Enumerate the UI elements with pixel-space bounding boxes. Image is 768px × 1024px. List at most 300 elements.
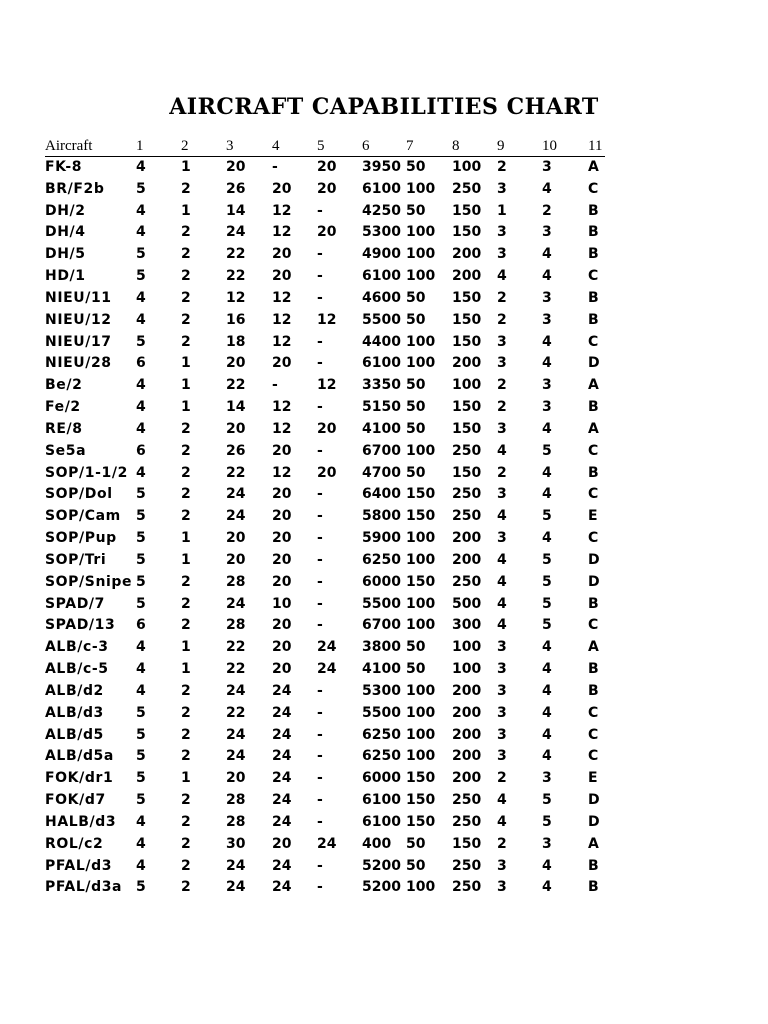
table-cell: 22 (226, 639, 246, 656)
table-cell: 5900 (362, 530, 401, 547)
table-cell: 12 (226, 289, 246, 306)
table-cell: 22 (226, 246, 246, 263)
table-cell: 20 (272, 442, 292, 459)
table-cell: - (317, 726, 323, 743)
table-cell: 26 (226, 180, 246, 197)
table-cell: 5 (136, 704, 146, 721)
table-cell: 2 (181, 835, 191, 852)
table-cell: 100 (452, 159, 482, 175)
table-cell: 5 (542, 595, 552, 612)
table-cell: 20 (272, 661, 292, 678)
table-cell: 100 (452, 639, 482, 656)
table-cell: 5 (542, 792, 552, 809)
table-cell: 18 (226, 333, 246, 350)
table-cell: 14 (226, 399, 246, 416)
table-cell: 20 (272, 486, 292, 503)
table-cell: 4900 (362, 246, 401, 263)
table-cell: 2 (181, 792, 191, 809)
table-cell: C (588, 748, 599, 765)
table-cell: C (588, 180, 599, 197)
aircraft-name-cell: SOP/Cam (45, 508, 121, 525)
aircraft-name-cell: Be/2 (45, 377, 83, 394)
table-cell: - (317, 857, 323, 874)
table-cell: - (317, 879, 323, 896)
column-header-aircraft: Aircraft (45, 138, 93, 154)
table-cell: 4 (542, 246, 552, 263)
table-cell: 3 (497, 661, 507, 678)
table-cell: 4 (542, 857, 552, 874)
table-row (0, 528, 768, 550)
table-cell: 4 (542, 530, 552, 547)
table-cell: - (317, 268, 323, 285)
table-cell: B (588, 464, 599, 481)
table-cell: 4 (136, 202, 146, 219)
table-cell: E (588, 770, 598, 787)
table-cell: 5 (136, 770, 146, 787)
table-cell: 2 (542, 202, 552, 219)
table-cell: 1 (181, 159, 191, 175)
aircraft-name-cell: SOP/Pup (45, 530, 117, 547)
aircraft-name-cell: SOP/Dol (45, 486, 113, 503)
table-cell: 3 (497, 879, 507, 896)
table-cell: - (317, 682, 323, 699)
table-cell: 200 (452, 726, 482, 743)
table-cell: 16 (226, 311, 246, 328)
table-row (0, 703, 768, 725)
table-cell: 150 (452, 399, 482, 416)
table-row (0, 484, 768, 506)
table-cell: D (588, 551, 600, 568)
table-cell: 3 (497, 224, 507, 241)
table-cell: 20 (272, 355, 292, 372)
table-cell: 4 (136, 464, 146, 481)
table-cell: 150 (452, 224, 482, 241)
table-cell: 5 (136, 268, 146, 285)
table-cell: 2 (181, 464, 191, 481)
table-cell: - (272, 377, 278, 394)
table-cell: 4 (136, 661, 146, 678)
table-row (0, 157, 768, 179)
table-cell: 3 (497, 639, 507, 656)
table-cell: 4 (542, 661, 552, 678)
table-cell: 50 (406, 835, 426, 852)
table-cell: - (317, 573, 323, 590)
table-cell: - (317, 770, 323, 787)
table-cell: 150 (452, 289, 482, 306)
table-cell: 3 (542, 835, 552, 852)
table-row (0, 244, 768, 266)
table-cell: 4 (542, 180, 552, 197)
table-cell: 24 (272, 879, 292, 896)
table-cell: 12 (272, 202, 292, 219)
table-cell: 200 (452, 268, 482, 285)
table-cell: 4 (542, 704, 552, 721)
aircraft-name-cell: SPAD/7 (45, 595, 105, 612)
table-cell: - (317, 355, 323, 372)
table-cell: 22 (226, 704, 246, 721)
table-cell: 4 (542, 486, 552, 503)
aircraft-name-cell: SPAD/13 (45, 617, 116, 634)
table-cell: 5 (136, 508, 146, 525)
table-cell: 24 (226, 879, 246, 896)
aircraft-name-cell: FOK/d7 (45, 792, 106, 809)
table-cell: 5300 (362, 682, 401, 699)
table-cell: - (317, 333, 323, 350)
table-cell: B (588, 879, 599, 896)
table-cell: 20 (317, 180, 337, 197)
table-cell: 100 (406, 595, 436, 612)
table-cell: 2 (181, 595, 191, 612)
table-cell: 1 (181, 202, 191, 219)
table-cell: 4 (136, 813, 146, 830)
aircraft-name-cell: DH/5 (45, 246, 86, 263)
table-cell: 2 (181, 224, 191, 241)
table-cell: C (588, 704, 599, 721)
table-cell: 2 (497, 311, 507, 328)
table-cell: 150 (406, 770, 436, 787)
table-row (0, 179, 768, 201)
table-cell: 200 (452, 704, 482, 721)
table-cell: 2 (181, 748, 191, 765)
table-cell: 5 (542, 573, 552, 590)
table-cell: 5 (136, 180, 146, 197)
table-cell: 6250 (362, 551, 401, 568)
table-cell: 2 (181, 573, 191, 590)
table-row (0, 397, 768, 419)
table-cell: 5 (136, 573, 146, 590)
aircraft-name-cell: RE/8 (45, 420, 83, 437)
table-cell: 24 (226, 595, 246, 612)
table-cell: 3 (542, 224, 552, 241)
table-cell: 5200 (362, 879, 401, 896)
column-header-11: 11 (588, 138, 603, 154)
table-cell: 4 (542, 748, 552, 765)
table-cell: 5 (542, 813, 552, 830)
table-cell: - (317, 530, 323, 547)
table-cell: 5800 (362, 508, 401, 525)
table-cell: 1 (497, 202, 507, 219)
aircraft-name-cell: ALB/c-3 (45, 639, 109, 656)
table-cell: 4 (136, 835, 146, 852)
table-cell: 4 (542, 639, 552, 656)
table-cell: 6400 (362, 486, 401, 503)
table-cell: 150 (406, 813, 436, 830)
table-cell: 6000 (362, 770, 401, 787)
table-cell: 24 (317, 661, 337, 678)
table-cell: 1 (181, 770, 191, 787)
table-cell: - (317, 704, 323, 721)
table-cell: 12 (272, 224, 292, 241)
table-cell: 20 (226, 420, 246, 437)
table-cell: 1 (181, 661, 191, 678)
table-cell: 3 (497, 704, 507, 721)
column-header-10: 10 (542, 138, 557, 154)
table-cell: 4 (497, 595, 507, 612)
table-row (0, 332, 768, 354)
table-cell: 200 (452, 551, 482, 568)
table-cell: C (588, 333, 599, 350)
table-cell: A (588, 377, 599, 394)
table-cell: 2 (497, 464, 507, 481)
table-cell: A (588, 835, 599, 852)
table-cell: 200 (452, 770, 482, 787)
aircraft-name-cell: Se5a (45, 442, 87, 459)
table-cell: 200 (452, 355, 482, 372)
table-cell: 2 (497, 835, 507, 852)
table-cell: 20 (272, 639, 292, 656)
table-cell: 250 (452, 508, 482, 525)
column-header-7: 7 (406, 138, 414, 154)
table-cell: 100 (406, 748, 436, 765)
table-cell: 150 (452, 835, 482, 852)
table-cell: B (588, 289, 599, 306)
table-cell: C (588, 726, 599, 743)
aircraft-name-cell: NIEU/11 (45, 289, 112, 306)
table-cell: 24 (226, 508, 246, 525)
table-cell: 2 (181, 442, 191, 459)
table-cell: B (588, 857, 599, 874)
table-cell: 4 (136, 289, 146, 306)
table-row (0, 812, 768, 834)
table-cell: 10 (272, 595, 292, 612)
table-cell: 20 (226, 770, 246, 787)
aircraft-name-cell: SOP/Snipe (45, 573, 133, 590)
table-cell: 28 (226, 617, 246, 634)
aircraft-name-cell: ALB/d5 (45, 726, 104, 743)
table-cell: 24 (226, 857, 246, 874)
table-cell: 4 (136, 377, 146, 394)
table-cell: 4100 (362, 420, 401, 437)
table-row (0, 856, 768, 878)
table-cell: 20 (317, 224, 337, 241)
aircraft-name-cell: ALB/c-5 (45, 661, 109, 678)
table-cell: 24 (272, 682, 292, 699)
table-cell: 100 (406, 442, 436, 459)
table-cell: 20 (272, 573, 292, 590)
table-cell: - (317, 246, 323, 263)
table-cell: 250 (452, 180, 482, 197)
aircraft-name-cell: PFAL/d3a (45, 879, 123, 896)
table-cell: 200 (452, 530, 482, 547)
table-cell: 3 (497, 682, 507, 699)
table-cell: 5 (136, 792, 146, 809)
table-cell: 4 (542, 355, 552, 372)
table-cell: 4 (542, 879, 552, 896)
aircraft-name-cell: HALB/d3 (45, 813, 117, 830)
aircraft-name-cell: SOP/1-1/2 (45, 464, 128, 481)
table-cell: 50 (406, 661, 426, 678)
table-row (0, 746, 768, 768)
table-cell: 3 (497, 748, 507, 765)
table-cell: - (317, 202, 323, 219)
table-cell: 100 (452, 661, 482, 678)
table-cell: 100 (406, 551, 436, 568)
column-header-4: 4 (272, 138, 280, 154)
aircraft-name-cell: NIEU/17 (45, 333, 112, 350)
table-cell: 100 (406, 246, 436, 263)
table-row (0, 615, 768, 637)
table-cell: 150 (406, 508, 436, 525)
table-cell: 22 (226, 377, 246, 394)
table-cell: 100 (406, 530, 436, 547)
table-cell: 2 (181, 726, 191, 743)
table-cell: 6 (136, 617, 146, 634)
table-cell: 4 (497, 813, 507, 830)
table-cell: A (588, 420, 599, 437)
table-row (0, 790, 768, 812)
table-cell: 3 (542, 159, 552, 175)
table-cell: 20 (317, 464, 337, 481)
table-cell: 24 (272, 813, 292, 830)
table-cell: 4 (136, 159, 146, 175)
table-cell: 1 (181, 399, 191, 416)
table-cell: - (317, 551, 323, 568)
table-row (0, 550, 768, 572)
table-cell: 5 (136, 595, 146, 612)
table-cell: 1 (181, 551, 191, 568)
table-cell: 50 (406, 399, 426, 416)
table-cell: 4600 (362, 289, 401, 306)
table-body (0, 157, 768, 899)
table-cell: 5 (136, 486, 146, 503)
table-cell: B (588, 595, 599, 612)
table-cell: 2 (497, 770, 507, 787)
column-header-8: 8 (452, 138, 460, 154)
table-cell: 6100 (362, 813, 401, 830)
table-cell: 24 (317, 835, 337, 852)
table-cell: 4100 (362, 661, 401, 678)
aircraft-name-cell: FOK/dr1 (45, 770, 114, 787)
table-cell: 100 (406, 355, 436, 372)
table-cell: 4 (542, 726, 552, 743)
table-cell: 6100 (362, 180, 401, 197)
table-cell: 5200 (362, 857, 401, 874)
table-cell: - (317, 486, 323, 503)
table-cell: 2 (181, 813, 191, 830)
table-cell: 3 (497, 726, 507, 743)
table-cell: 2 (181, 420, 191, 437)
table-cell: 12 (272, 399, 292, 416)
table-row (0, 681, 768, 703)
table-row (0, 506, 768, 528)
table-cell: 200 (452, 748, 482, 765)
table-cell: - (317, 289, 323, 306)
table-cell: 2 (181, 311, 191, 328)
table-cell: 22 (226, 464, 246, 481)
table-cell: 4 (542, 268, 552, 285)
aircraft-name-cell: Fe/2 (45, 399, 81, 416)
table-cell: B (588, 399, 599, 416)
column-header-6: 6 (362, 138, 370, 154)
table-cell: 250 (452, 442, 482, 459)
table-cell: 4 (497, 551, 507, 568)
table-cell: 12 (272, 464, 292, 481)
table-cell: 22 (226, 661, 246, 678)
table-cell: 2 (181, 180, 191, 197)
table-cell: 3 (542, 289, 552, 306)
table-cell: 4 (542, 464, 552, 481)
table-row (0, 288, 768, 310)
table-cell: 4700 (362, 464, 401, 481)
table-cell: 100 (406, 224, 436, 241)
table-cell: 12 (272, 289, 292, 306)
table-row (0, 266, 768, 288)
table-cell: 30 (226, 835, 246, 852)
table-cell: 3950 (362, 159, 401, 175)
table-cell: 24 (226, 748, 246, 765)
table-cell: 2 (181, 333, 191, 350)
table-cell: - (317, 399, 323, 416)
table-cell: 24 (226, 682, 246, 699)
table-cell: 250 (452, 813, 482, 830)
table-cell: 50 (406, 311, 426, 328)
table-cell: 4 (497, 508, 507, 525)
table-cell: 150 (452, 333, 482, 350)
table-cell: 4 (497, 573, 507, 590)
table-row (0, 375, 768, 397)
table-cell: 500 (452, 595, 482, 612)
column-header-1: 1 (136, 138, 144, 154)
table-cell: 50 (406, 159, 426, 175)
table-cell: 4 (497, 268, 507, 285)
table-cell: 24 (226, 726, 246, 743)
table-cell: 20 (272, 180, 292, 197)
table-cell: 2 (181, 508, 191, 525)
table-cell: E (588, 508, 598, 525)
table-cell: 24 (226, 224, 246, 241)
table-cell: 4 (136, 224, 146, 241)
table-cell: 2 (181, 246, 191, 263)
table-cell: 6250 (362, 726, 401, 743)
table-cell: 24 (272, 726, 292, 743)
table-cell: 24 (226, 486, 246, 503)
table-cell: 2 (497, 399, 507, 416)
aircraft-name-cell: FK-8 (45, 159, 83, 175)
table-cell: 100 (406, 682, 436, 699)
table-cell: 6100 (362, 792, 401, 809)
table-cell: 28 (226, 792, 246, 809)
table-cell: C (588, 617, 599, 634)
table-cell: 24 (317, 639, 337, 656)
table-cell: 100 (406, 268, 436, 285)
table-cell: 28 (226, 813, 246, 830)
table-cell: 6250 (362, 748, 401, 765)
aircraft-name-cell: SOP/Tri (45, 551, 107, 568)
table-row (0, 834, 768, 856)
table-cell: 2 (181, 879, 191, 896)
table-row (0, 310, 768, 332)
table-cell: B (588, 311, 599, 328)
table-cell: 3 (497, 530, 507, 547)
table-cell: 4 (136, 311, 146, 328)
table-cell: 3800 (362, 639, 401, 656)
table-cell: 100 (406, 180, 436, 197)
table-cell: 250 (452, 857, 482, 874)
table-cell: 3 (542, 770, 552, 787)
table-cell: 3 (497, 857, 507, 874)
table-cell: 3 (497, 246, 507, 263)
table-cell: 1 (181, 377, 191, 394)
table-cell: 5 (136, 726, 146, 743)
table-cell: - (317, 617, 323, 634)
table-cell: 1 (181, 355, 191, 372)
table-cell: C (588, 442, 599, 459)
table-row (0, 419, 768, 441)
page-title: AIRCRAFT CAPABILITIES CHART (169, 94, 599, 120)
table-cell: 3 (497, 180, 507, 197)
column-header-9: 9 (497, 138, 505, 154)
table-cell: 20 (272, 617, 292, 634)
